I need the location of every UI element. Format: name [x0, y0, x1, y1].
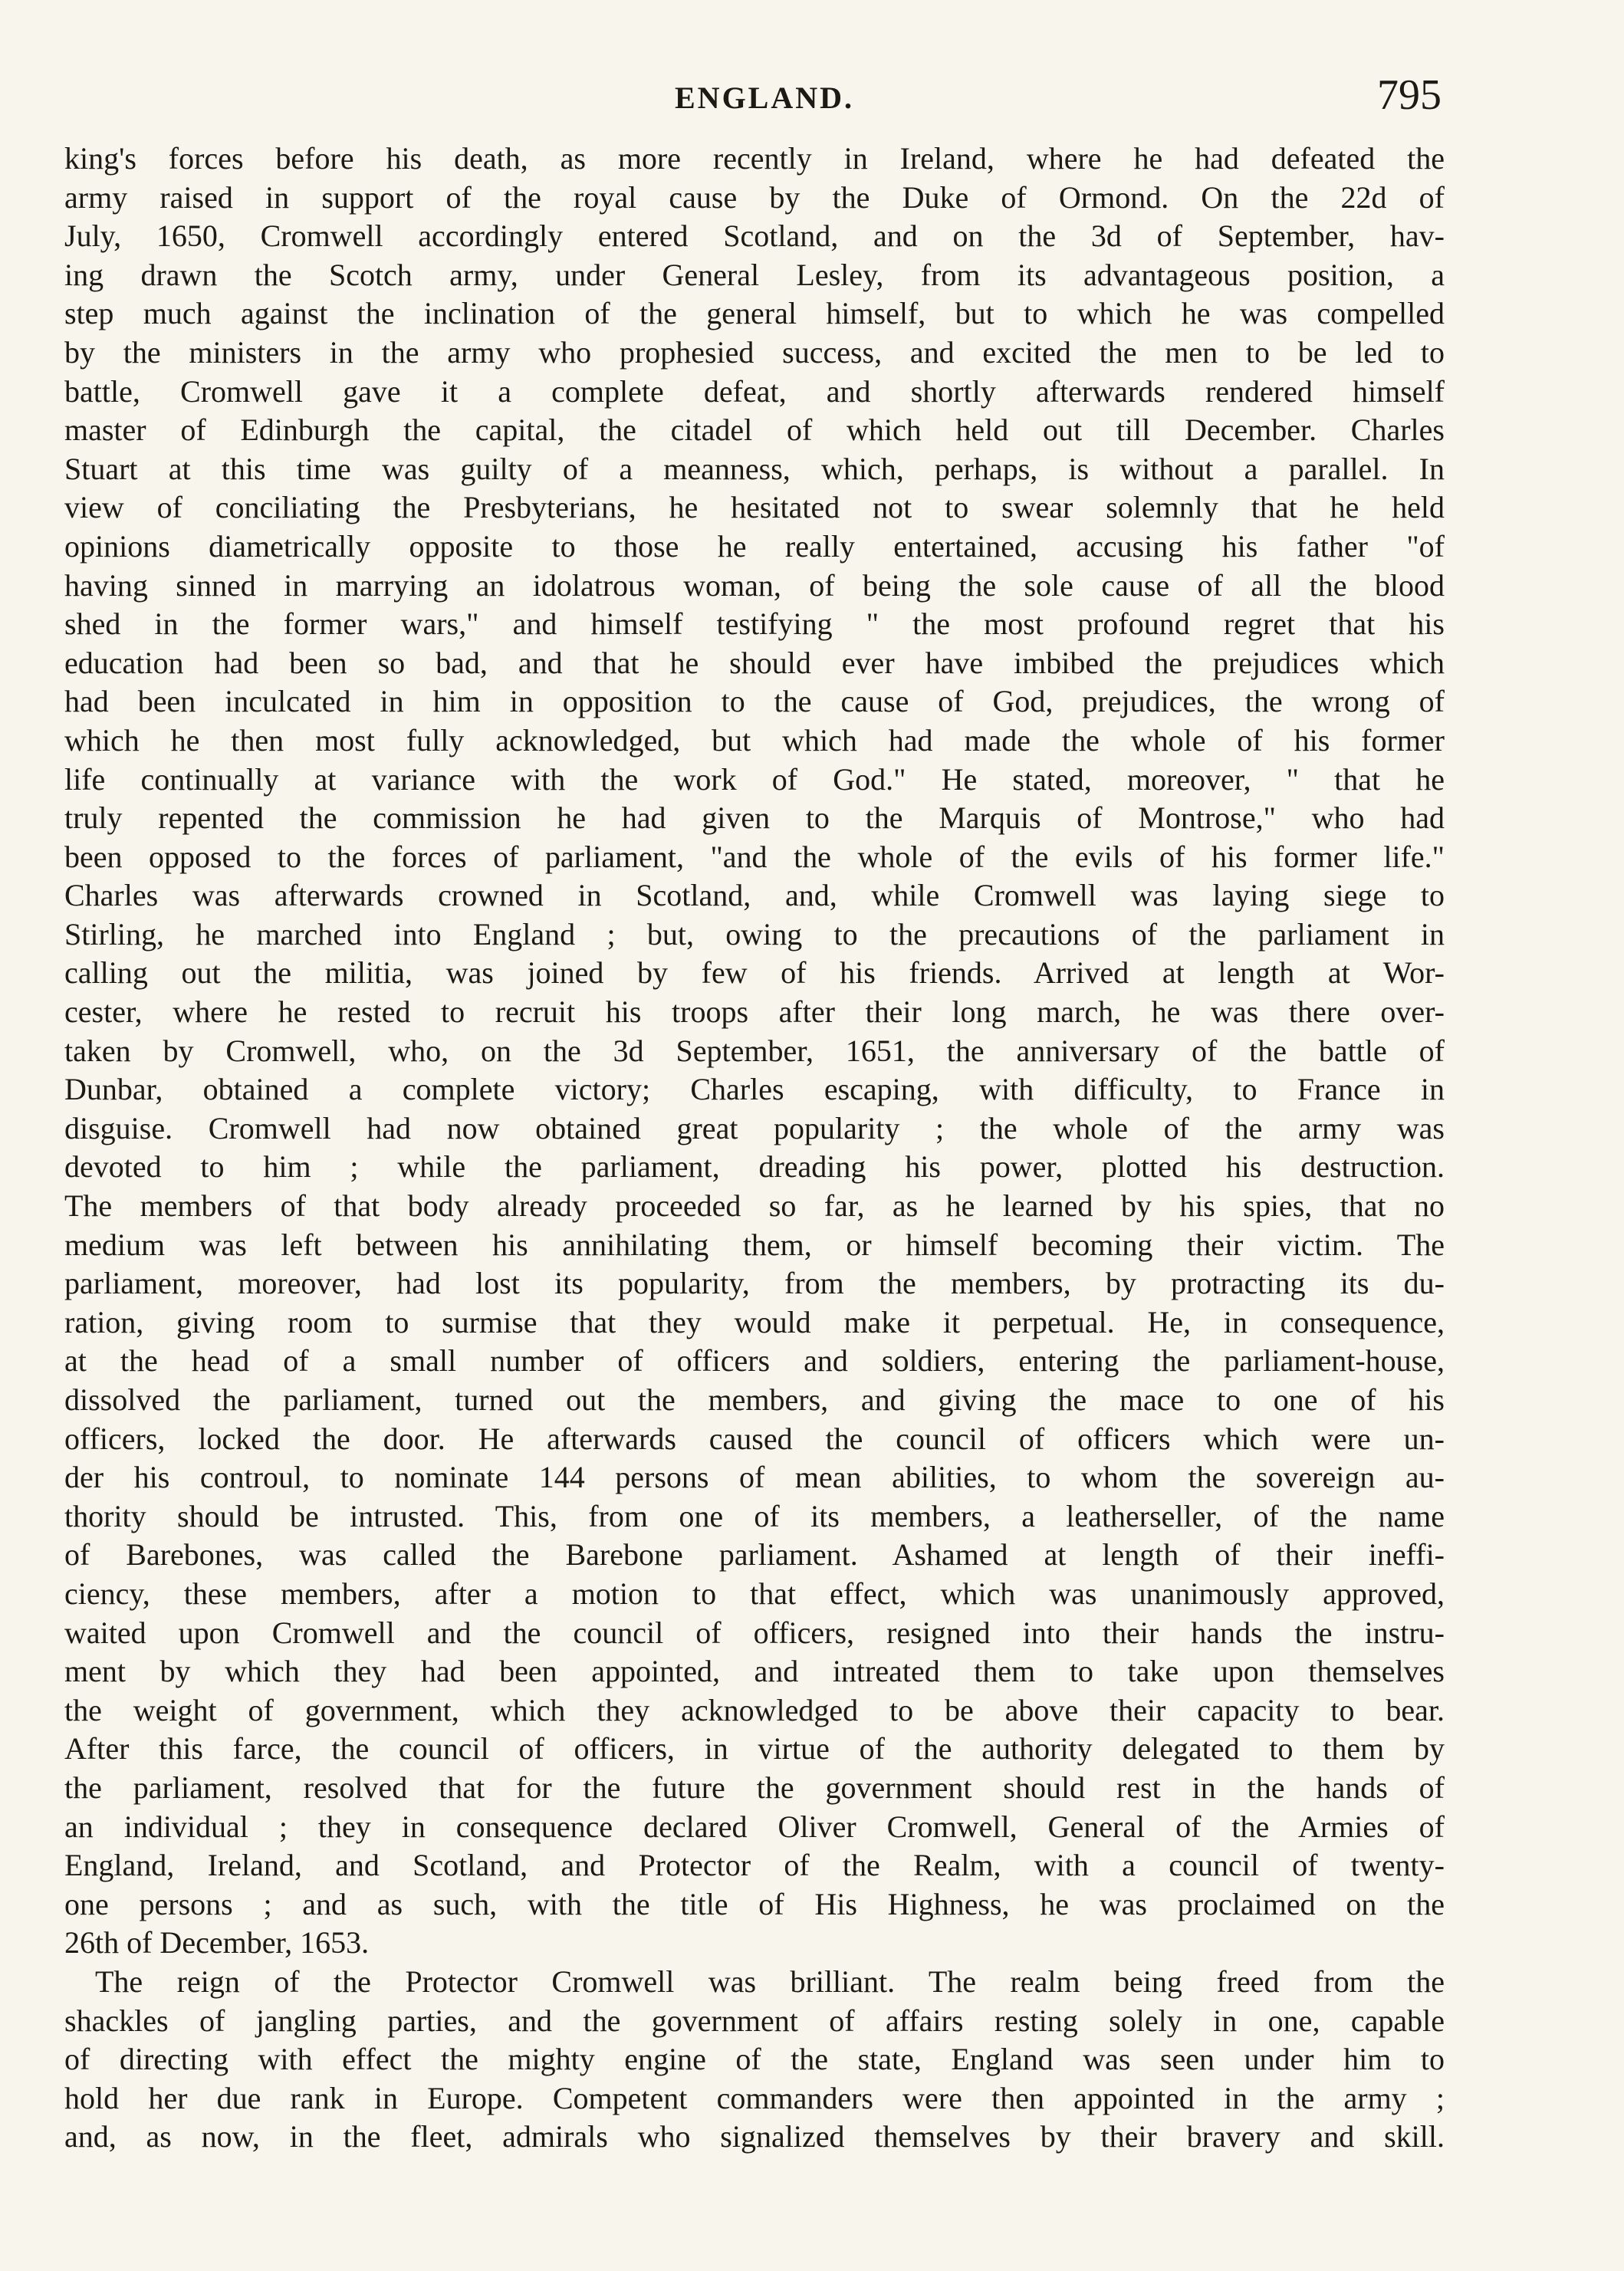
text-line: truly repented the commission he had given to the Marquis of Montrose," who had: [64, 800, 1445, 836]
running-head: [115, 71, 1442, 117]
text-line: master of Edinburgh the capital, the citadel of which held out till December. Charles: [64, 412, 1445, 448]
text-line: taken by Cromwell, who, on the 3d September, 1651, the anniversary of the battle of: [64, 1033, 1445, 1068]
text-line: view of conciliating the Presbyterians, he hesitated not to swear solemnly that he held: [64, 490, 1445, 525]
text-line: England, Ireland, and Scotland, and Protector of the Realm, with a council of twenty-: [64, 1848, 1445, 1883]
page-number: 795: [1377, 71, 1442, 119]
text-line: opinions diametrically opposite to those he really entertained, accusing his father "of: [64, 528, 1445, 564]
text-line: Stuart at this time was guilty of a meanness, which, perhaps, is without a parallel. In: [64, 451, 1445, 486]
text-line: having sinned in marrying an idolatrous woman, of being the sole cause of all the blood: [64, 567, 1445, 603]
paragraph-end-line: 26th of December, 1653.: [64, 1925, 370, 1960]
text-line: the weight of government, which they acknowledged to be above their capacity to bear.: [64, 1692, 1445, 1727]
text-line: of directing with effect the mighty engine of the state, England was seen under him to: [64, 2042, 1445, 2077]
text-line: king's forces before his death, as more recently in Ireland, where he had defeated the: [64, 141, 1445, 176]
text-line: ciency, these members, after a motion to that effect, which was unanimously approved,: [64, 1576, 1445, 1611]
text-line: devoted to him ; while the parliament, dreading his power, plotted his destruction.: [64, 1149, 1445, 1185]
text-line: disguise. Cromwell had now obtained great popularity ; the whole of the army was: [64, 1110, 1445, 1145]
text-line: hold her due rank in Europe. Competent commanders were then appointed in the army ;: [64, 2080, 1445, 2115]
text-line: ration, giving room to surmise that they would make it perpetual. He, in consequence,: [64, 1304, 1445, 1339]
text-line: one persons ; and as such, with the title of His Highness, he was proclaimed on the: [64, 1886, 1445, 1921]
text-line: the parliament, resolved that for the future the government should rest in the hands of: [64, 1770, 1445, 1805]
text-line: an individual ; they in consequence declared Oliver Cromwell, General of the Armies of: [64, 1809, 1445, 1844]
body-text: [64, 140, 1445, 2157]
text-line: der his controul, to nominate 144 persons of mean abilities, to whom the sovereign au-: [64, 1460, 1445, 1495]
text-line: by the ministers in the army who prophesied success, and excited the men to be led to: [64, 334, 1445, 370]
text-line: ment by which they had been appointed, and intreated them to take upon themselves: [64, 1654, 1445, 1689]
text-line: cester, where he rested to recruit his troops after their long march, he was there over-: [64, 994, 1445, 1030]
text-line: and, as now, in the fleet, admirals who signalized themselves by their bravery and skill.: [64, 2119, 1445, 2154]
text-line: Stirling, he marched into England ; but, owing to the precautions of the parliament in: [64, 916, 1445, 951]
text-line: which he then most fully acknowledged, but which had made the whole of his former: [64, 722, 1445, 758]
paragraph-start-line: The reign of the Protector Cromwell was brilliant. The realm being freed from the: [95, 1964, 1445, 1999]
text-line: July, 1650, Cromwell accordingly entered Scotland, and on the 3d of September, hav-: [64, 219, 1445, 254]
text-line: shackles of jangling parties, and the government of affairs resting solely in one, capable: [64, 2003, 1445, 2038]
text-line: shed in the former wars," and himself testifying " the most profound regret that his: [64, 606, 1445, 642]
text-line: had been inculcated in him in opposition to the cause of God, prejudices, the wrong of: [64, 684, 1445, 719]
running-head-title: ENGLAND.: [675, 81, 855, 115]
text-line: been opposed to the forces of parliament, "and the whole of the evils of his former life.": [64, 839, 1445, 874]
text-line: After this farce, the council of officers, in virtue of the authority delegated to them by: [64, 1731, 1445, 1767]
text-line: officers, locked the door. He afterwards caused the council of officers which were un-: [64, 1421, 1445, 1456]
text-line: at the head of a small number of officers and soldiers, entering the parliament-house,: [64, 1343, 1445, 1379]
text-line: The members of that body already proceeded so far, as he learned by his spies, that no: [64, 1188, 1445, 1224]
text-line: Dunbar, obtained a complete victory; Charles escaping, with difficulty, to France in: [64, 1072, 1445, 1107]
text-line: thority should be intrusted. This, from one of its members, a leatherseller, of the name: [64, 1498, 1445, 1533]
text-line: dissolved the parliament, turned out the members, and giving the mace to one of his: [64, 1382, 1445, 1417]
text-line: battle, Cromwell gave it a complete defeat, and shortly afterwards rendered himself: [64, 373, 1445, 409]
text-line: step much against the inclination of the general himself, but to which he was compelled: [64, 296, 1445, 331]
text-line: army raised in support of the royal cause by the Duke of Ormond. On the 22d of: [64, 179, 1445, 215]
text-line: life continually at variance with the work of God." He stated, moreover, " that he: [64, 761, 1445, 797]
text-line: parliament, moreover, had lost its popularity, from the members, by protracting its du-: [64, 1266, 1445, 1301]
text-line: of Barebones, was called the Barebone parliament. Ashamed at length of their ineffi-: [64, 1537, 1445, 1573]
text-line: calling out the militia, was joined by few of his friends. Arrived at length at Wor-: [64, 955, 1445, 991]
text-line: waited upon Cromwell and the council of officers, resigned into their hands the instru-: [64, 1615, 1445, 1650]
text-line: medium was left between his annihilating them, or himself becoming their victim. The: [64, 1227, 1445, 1262]
text-line: education had been so bad, and that he should ever have imbibed the prejudices which: [64, 645, 1445, 680]
text-line: Charles was afterwards crowned in Scotland, and, while Cromwell was laying siege to: [64, 878, 1445, 913]
text-line: ing drawn the Scotch army, under General Lesley, from its advantageous position, a: [64, 257, 1445, 292]
